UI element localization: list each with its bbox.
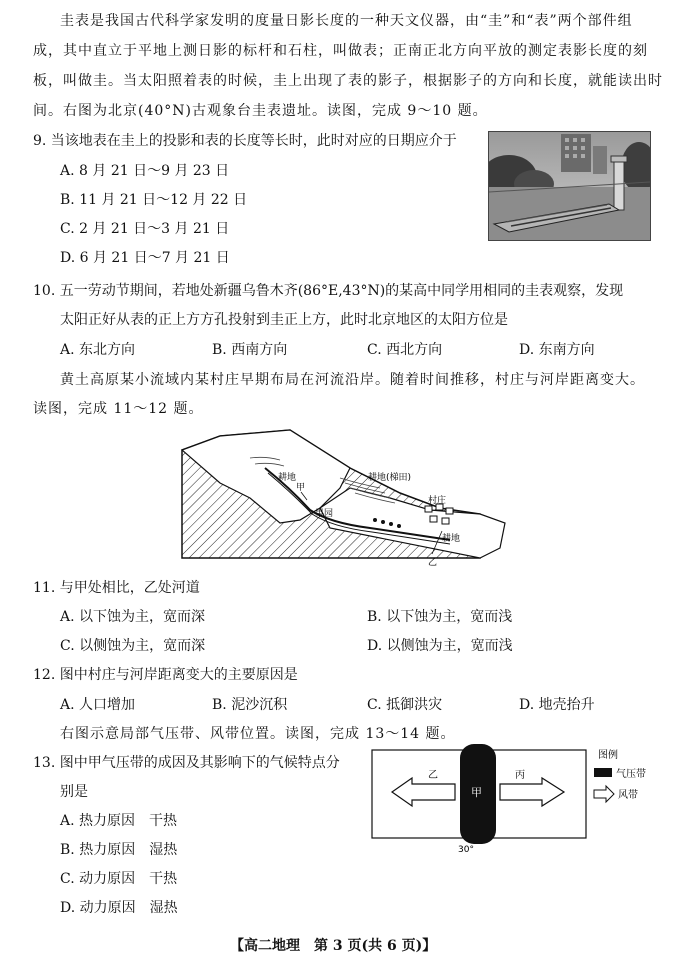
intro-line-2: 成，其中直立于平地上测日影的标杆和石柱，叫做表；正南正北方向平放的测定表影长度的刻 — [33, 43, 648, 59]
legend-wind-label: 风带 — [618, 790, 638, 801]
q12-stem: 12. 图中村庄与河岸距离变大的主要原因是 — [33, 667, 298, 683]
label-orchard: 果园 — [315, 509, 334, 519]
page-footer: 【高二地理 第 3 页(共 6 页)】 — [230, 938, 437, 954]
q10-stem-line-2: 太阳正好从表的正上方方孔投射到圭正上方，此时北京地区的太阳方位是 — [60, 312, 508, 328]
q12-option-b[interactable]: B. 泥沙沉积 — [212, 697, 288, 713]
legend-belt-swatch — [594, 768, 612, 777]
wind-label-yi: 乙 — [428, 770, 438, 781]
legend-wind-swatch — [594, 786, 614, 802]
q12-option-c[interactable]: C. 抵御洪灾 — [367, 697, 443, 713]
q13-option-a[interactable]: A. 热力原因 干热 — [60, 813, 178, 829]
label-farmland-1: 耕地 — [278, 473, 297, 483]
q9-stem: 9. 当该地表在圭上的投影和表的长度等长时，此时对应的日期应介于 — [33, 133, 457, 149]
wind-label-bing: 丙 — [515, 770, 525, 781]
q13-option-c[interactable]: C. 动力原因 干热 — [60, 871, 178, 887]
q10-stem-line-1: 10. 五一劳动节期间，若地处新疆乌鲁木齐(86°E,43°N)的某高中同学用相同的圭表观察，发现 — [33, 283, 624, 299]
q10-option-d[interactable]: D. 东南方向 — [519, 342, 595, 358]
label-farmland-3: 耕地 — [442, 534, 461, 544]
label-yi: 乙 — [428, 558, 438, 568]
q13-option-d[interactable]: D. 动力原因 湿热 — [60, 900, 178, 916]
loess-block-diagram — [180, 428, 510, 570]
legend-title: 图例 — [598, 750, 618, 761]
q10-option-b[interactable]: B. 西南方向 — [212, 342, 288, 358]
q9-option-a[interactable]: A. 8 月 21 日～9 月 23 日 — [60, 163, 230, 179]
q9-option-b[interactable]: B. 11 月 21 日～12 月 22 日 — [60, 192, 248, 208]
legend-belt-label: 气压带 — [616, 769, 646, 780]
intro-line-4: 间。右图为北京(40°N)古观象台圭表遗址。读图，完成 9～10 题。 — [33, 103, 488, 119]
q9-option-d[interactable]: D. 6 月 21 日～7 月 21 日 — [60, 250, 230, 266]
q11-option-c[interactable]: C. 以侧蚀为主，宽而深 — [60, 638, 206, 654]
intro-line-1: 圭表是我国古代科学家发明的度量日影长度的一种天文仪器，由“圭”和“表”两个部件组 — [60, 13, 633, 29]
q13-stem-line-1: 13. 图中甲气压带的成因及其影响下的气候特点分 — [33, 755, 340, 771]
q10-option-c[interactable]: C. 西北方向 — [367, 342, 443, 358]
q12-option-a[interactable]: A. 人口增加 — [60, 697, 136, 713]
belt-label-jia: 甲 — [471, 786, 482, 799]
intro2-line-1: 黄土高原某小流域内某村庄早期布局在河流沿岸。随着时间推移，村庄与河岸距离变大。 — [60, 372, 645, 388]
q13-option-b[interactable]: B. 热力原因 湿热 — [60, 842, 178, 858]
q10-option-a[interactable]: A. 东北方向 — [60, 342, 136, 358]
q11-option-a[interactable]: A. 以下蚀为主，宽而深 — [60, 609, 206, 625]
q11-option-d[interactable]: D. 以侧蚀为主，宽而浅 — [367, 638, 513, 654]
label-jia: 甲 — [296, 483, 306, 493]
label-farmland-terrace: 耕地(梯田) — [368, 473, 412, 483]
q11-stem: 11. 与甲处相比，乙处河道 — [33, 580, 200, 596]
label-village: 村庄 — [428, 496, 447, 506]
intro-line-3: 板，叫做圭。当太阳照着表的时候，圭上出现了表的影子，根据影子的方向和长度，就能读出时 — [33, 73, 663, 89]
q12-option-d[interactable]: D. 地壳抬升 — [519, 697, 595, 713]
gnomon-photo — [488, 131, 651, 241]
q11-option-b[interactable]: B. 以下蚀为主，宽而浅 — [367, 609, 513, 625]
q9-option-c[interactable]: C. 2 月 21 日～3 月 21 日 — [60, 221, 230, 237]
latitude-label: 30° — [458, 845, 474, 852]
pressure-belt-diagram — [370, 740, 660, 852]
intro2-line-2: 读图，完成 11～12 题。 — [33, 401, 204, 417]
intro3-line: 右图示意局部气压带、风带位置。读图，完成 13～14 题。 — [60, 726, 456, 742]
q13-stem-line-2: 别是 — [60, 784, 88, 800]
